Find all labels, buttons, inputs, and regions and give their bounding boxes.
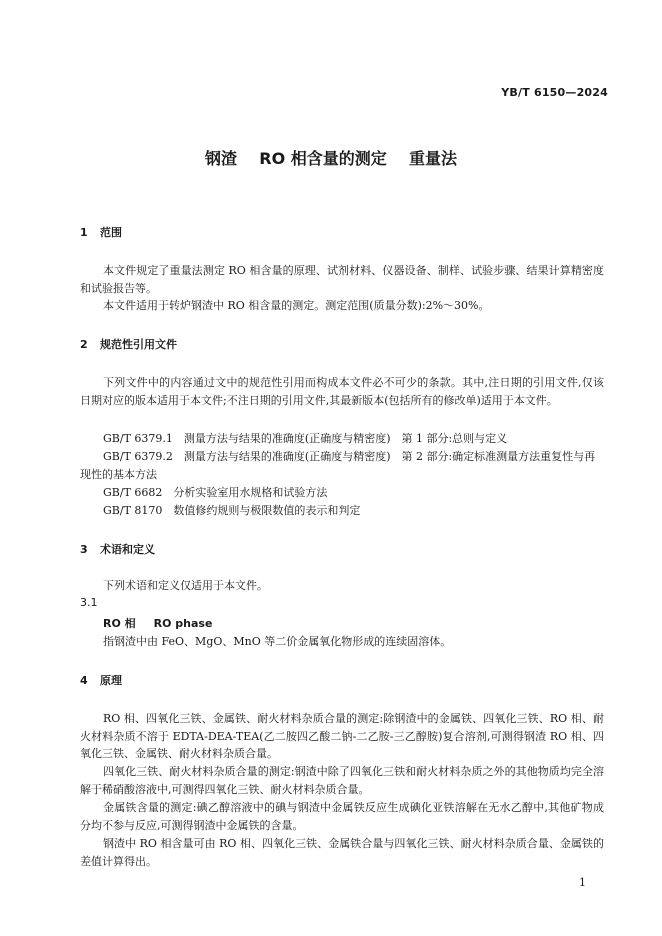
paragraph: 钢渣中 RO 相含量可由 RO 相、四氧化三铁、金属铁合量与四氧化三铁、耐火材料杂质合量、金属铁的差值计算得出。 — [80, 837, 604, 868]
page-number: 1 — [579, 876, 586, 889]
section-number: 2 — [80, 338, 88, 351]
section-3-heading — [80, 541, 155, 557]
reference-title: 测量方法与结果的准确度(正确度与精密度) 第 1 部分:总则与定义 — [183, 432, 508, 445]
section-title: 原理 — [100, 674, 122, 687]
section-number: 3 — [80, 543, 88, 556]
title-part-2: RO 相含量的测定 — [259, 149, 387, 168]
term-entry — [103, 615, 230, 631]
term-definition: 指钢渣中由 FeO、MgO、MnO 等二价金属氧化物形成的连续固溶体。 — [103, 635, 452, 648]
section-title: 规范性引用文件 — [100, 338, 177, 351]
reference-title: 测量方法与结果的准确度(正确度与精密度) 第 2 部分:确定标准测量方法重复性与再现性的基本方法 — [80, 450, 596, 481]
paragraph: 本文件适用于转炉钢渣中 RO 相含量的测定。测定范围(质量分数):2%～30%。 — [103, 299, 490, 312]
term-english: RO phase — [153, 617, 213, 630]
reference-item — [80, 484, 604, 502]
paragraph: 本文件规定了重量法测定 RO 相含量的原理、试剂材料、仪器设备、制样、试验步骤、结果计算精密度和试验报告等。 — [80, 264, 604, 295]
reference-item — [80, 502, 604, 520]
standard-number: YB/T 6150—2024 — [501, 86, 608, 99]
subclause-number: 3.1 — [80, 596, 98, 609]
section-title: 范围 — [100, 226, 122, 239]
reference-code: GB/T 8170 — [103, 504, 163, 517]
section-title: 术语和定义 — [100, 543, 155, 556]
term-chinese: RO 相 — [103, 617, 136, 630]
reference-code: GB/T 6379.1 — [103, 432, 173, 445]
reference-title: 数值修约规则与极限数值的表示和判定 — [173, 504, 361, 517]
reference-code: GB/T 6379.2 — [103, 450, 173, 463]
reference-item — [80, 448, 604, 483]
reference-code: GB/T 6682 — [103, 486, 163, 499]
reference-item — [80, 430, 604, 448]
paragraph: 四氧化三铁、耐火材料杂质合量的测定:钢渣中除了四氧化三铁和耐火材料杂质之外的其他物质均完全溶解于稀硝酸溶液中,可测得四氧化三铁、耐火材料杂质合量。 — [80, 765, 604, 796]
title-part-1: 钢渣 — [204, 149, 237, 168]
title-part-3: 重量法 — [409, 149, 458, 168]
section-1-heading — [80, 224, 122, 240]
document-title — [0, 146, 662, 169]
section-number: 1 — [80, 226, 88, 239]
paragraph: 金属铁含量的测定:碘乙醇溶液中的碘与钢渣中金属铁反应生成碘化亚铁溶解在无水乙醇中,其他矿物成分均不参与反应,可测得钢渣中金属铁的含量。 — [80, 801, 604, 832]
paragraph: 下列术语和定义仅适用于本文件。 — [103, 579, 268, 592]
reference-title: 分析实验室用水规格和试验方法 — [173, 486, 328, 499]
section-number: 4 — [80, 674, 88, 687]
paragraph: RO 相、四氧化三铁、金属铁、耐火材料杂质合量的测定:除钢渣中的金属铁、四氧化三铁、RO 相、耐火材料杂质不溶于 EDTA-DEA-TEA(乙二胺四乙酸二钠-二乙胺-三乙醇胺)复合溶剂,可测得钢渣 RO 相、四氧化三铁、金属铁、耐火材料杂质合量。 — [80, 712, 604, 760]
section-2-heading — [80, 336, 177, 352]
section-4-heading — [80, 672, 122, 688]
paragraph: 下列文件中的内容通过文中的规范性引用而构成本文件必不可少的条款。其中,注日期的引用文件,仅该日期对应的版本适用于本文件;不注日期的引用文件,其最新版本(包括所有的修改单)适用于本文件。 — [80, 376, 604, 407]
